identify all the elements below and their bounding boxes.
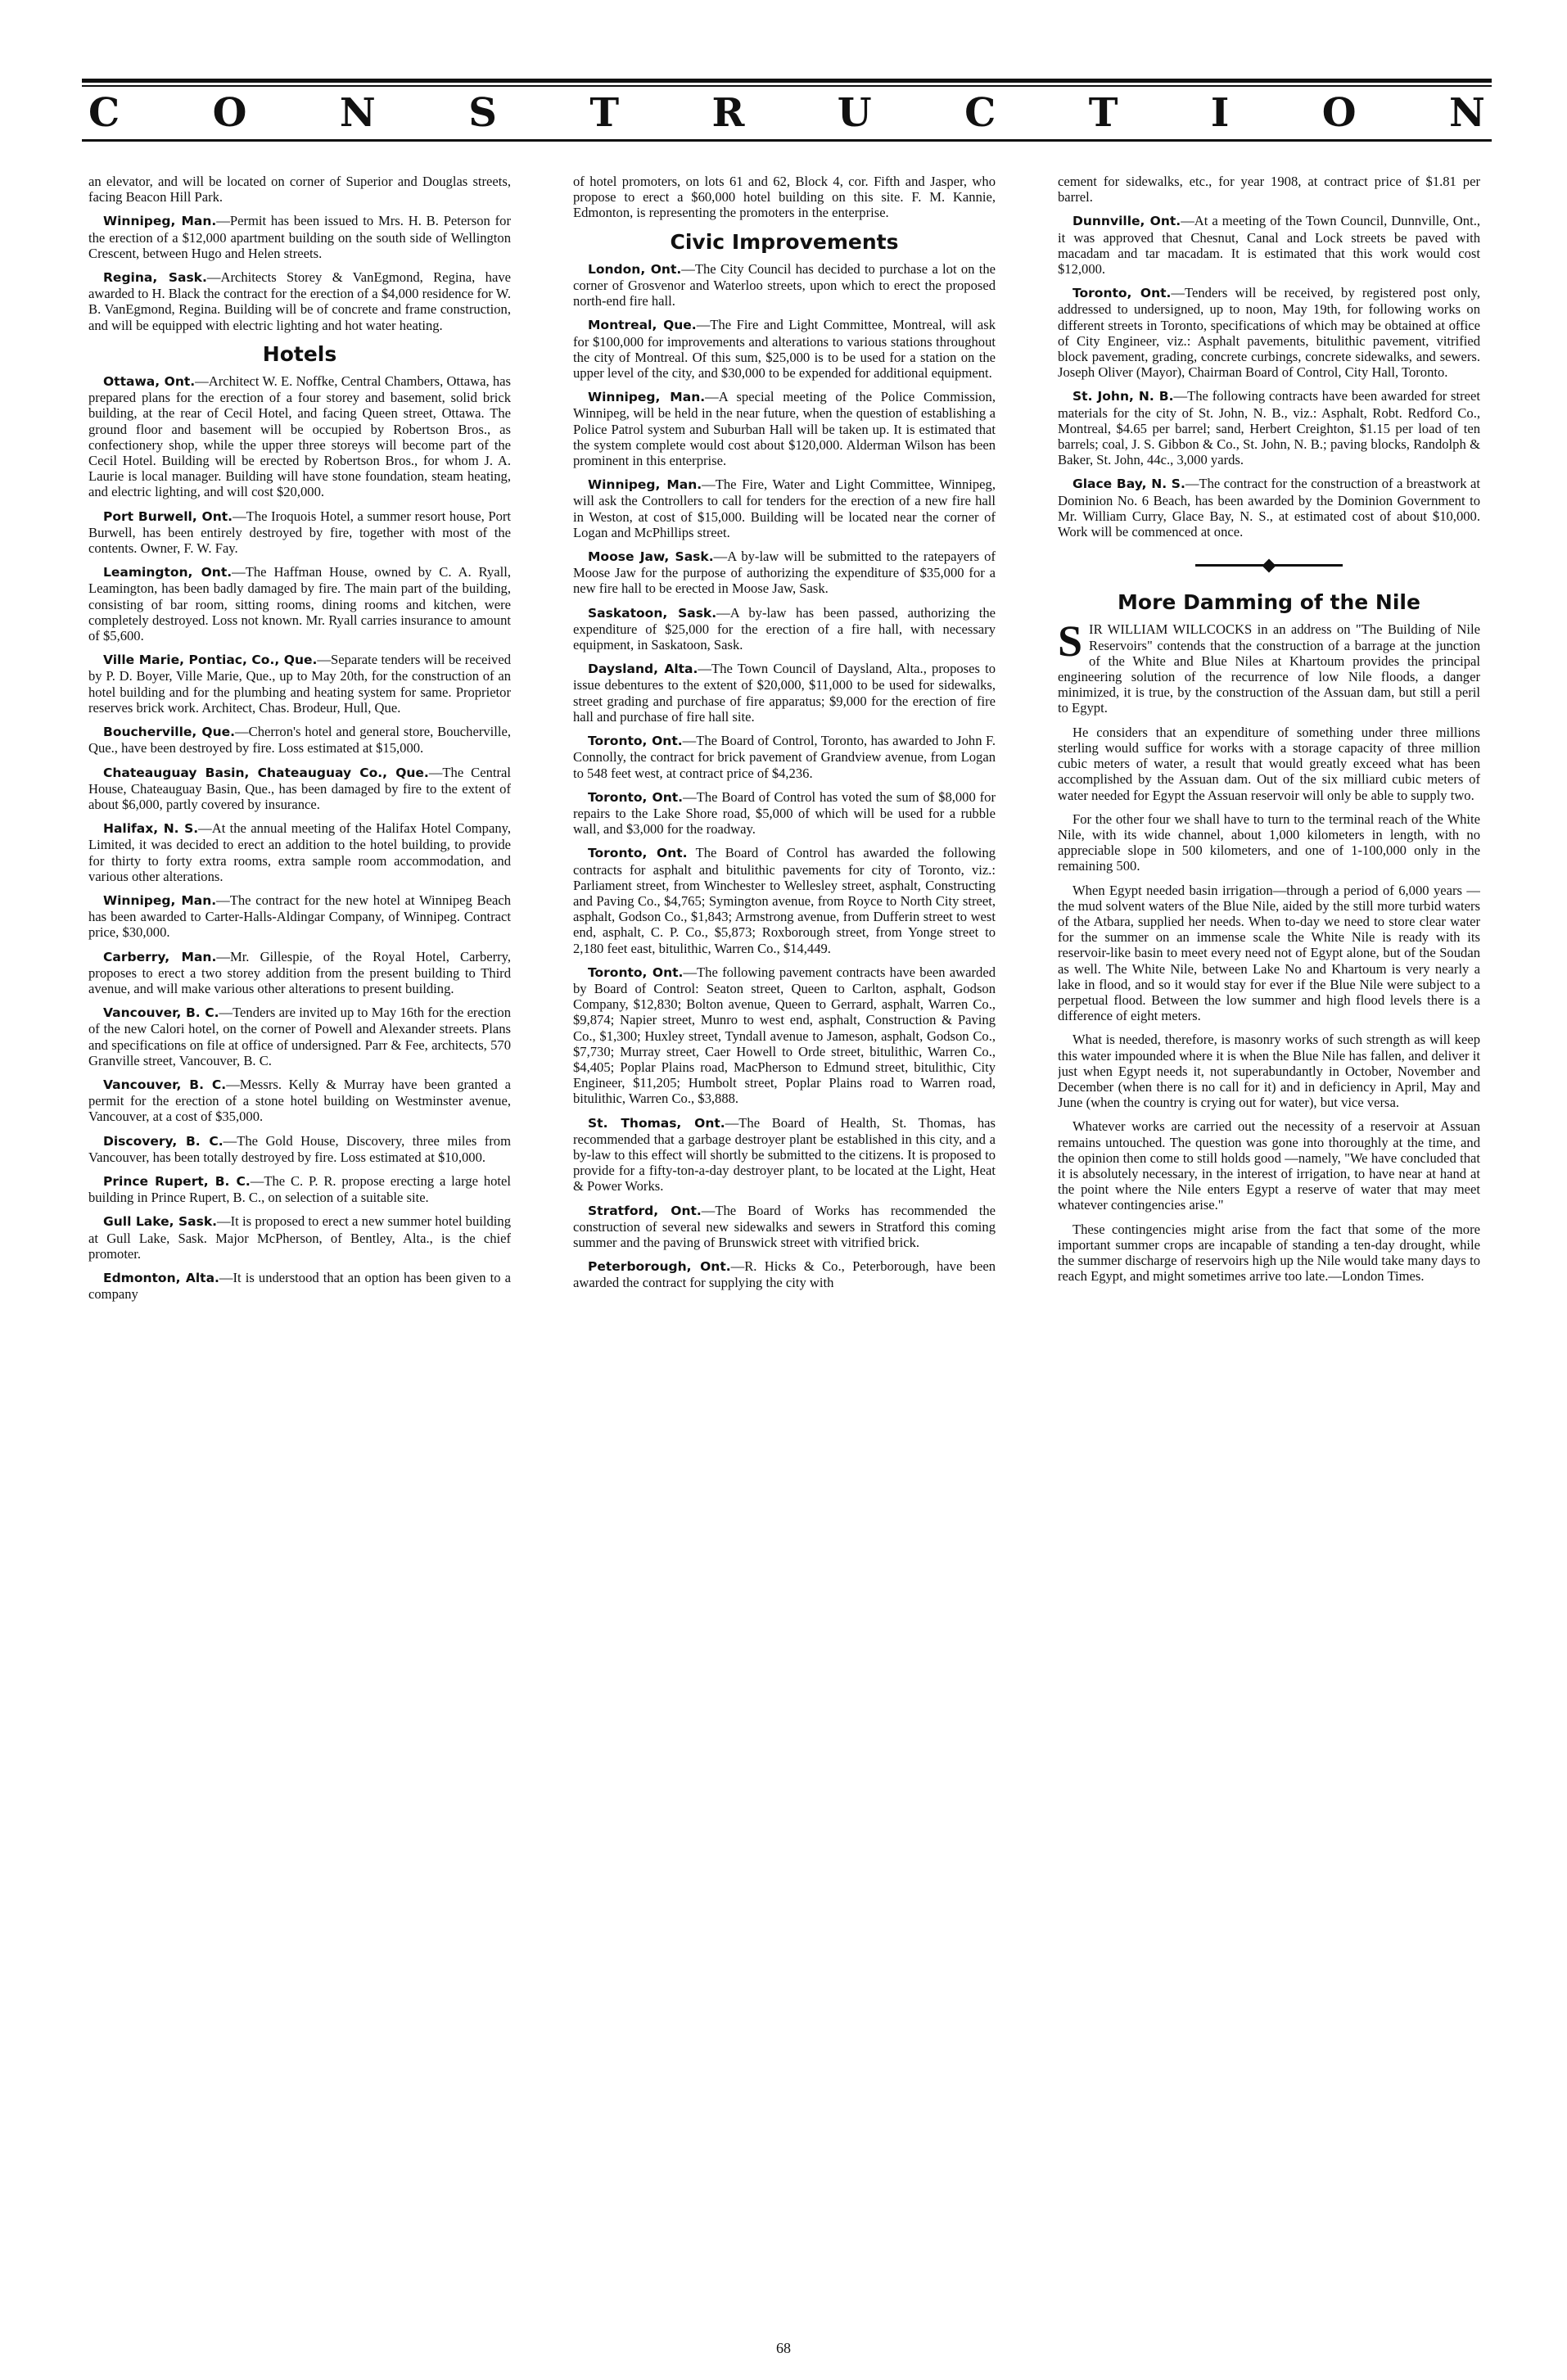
column-right <box>1058 174 1480 2302</box>
news-item-text: —The Town Council of Daysland, Alta., proposes to issue debentures to the extent of $20,000, $11,000 to be used for sidewalks, street grading and purchase of fire apparatus; $9,000 for the erection of fire hall and purchase of fire hall site. <box>573 661 996 725</box>
news-item <box>573 845 996 955</box>
news-item-location: Peterborough, Ont. <box>588 1259 731 1275</box>
news-item <box>573 1203 996 1251</box>
news-item-text: —Permit has been issued to Mrs. H. B. Peterson for the erection of a $12,000 apartment building on the south side of Wellington Crescent, between Hugo and Helen streets. <box>88 213 511 261</box>
news-item <box>573 1115 996 1195</box>
news-item <box>88 949 511 997</box>
news-item-location: Ottawa, Ont. <box>103 374 196 390</box>
masthead-rule-top <box>82 79 1492 83</box>
news-item-text: The Board of Control has awarded the following contracts for asphalt and bitulithic pavements for city of Toronto, viz.: Parliament street, from Winchester to Wellesley street, asphalt, Constructing and Paving Co., $4,765; Symington avenue, from Royce to North City street, asphalt, Godson Co., $1,843; Armstrong avenue, from Dufferin street to west end, asphalt, C. P. Co., $5,873; Roxborough street, from Yonge street to 2,180 feet east, bitulithic, Warren Co., $14,449. <box>573 845 996 956</box>
news-item-location: Winnipeg, Man. <box>588 477 702 493</box>
news-item-location: Winnipeg, Man. <box>588 390 706 405</box>
nile-first-text: IR WILLIAM WILLCOCKS in an address on "The Building of Nile Reservoirs" contends that the construction of a barrage at the junction of the White and Blue Niles at Khartoum provides the principal engineering solution of the recurrence of low Nile floods, a danger minimized, it is true, by the construction of the Assuan dam, but still a peril to Egypt. <box>1058 621 1480 716</box>
news-item <box>573 964 996 1107</box>
news-item-text: —Architects Storey & VanEgmond, Regina, have awarded to H. Black the contract for the erection of a $4,000 residence for W. B. VanEgmond, Regina. Building will be of concrete and frame construction, and will be equipped with electric lighting and hot water heating. <box>88 269 511 333</box>
news-item <box>88 564 511 644</box>
masthead-letter: O <box>1321 90 1357 136</box>
nile-first-paragraph <box>1058 616 1480 716</box>
article-columns <box>88 174 1480 2302</box>
news-item <box>88 724 511 756</box>
news-item-text: —Tenders are invited up to May 16th for the erection of the new Calori hotel, on the corner of Powell and Alexander streets. Plans and specifications on file at office of undersigned. Parr & Fee, architects, 570 Granville street, Vancouver, B. C. <box>88 1005 511 1068</box>
news-item-text: —A by-law has been passed, authorizing the expenditure of $25,000 for the erection of a fire hall, with necessary equipment, in Saskatoon, Sask. <box>573 604 996 653</box>
masthead-letter: N <box>339 90 376 136</box>
news-item-location: Carberry, Man. <box>103 949 217 964</box>
article-paragraph: For the other four we shall have to turn to the terminal reach of the White Nile, with its wide channel, about 1,000 kilometers in length, with no appreciable slope in 500 kilometers, and one of 1-100,000 only in the remaining 500. <box>1058 811 1480 874</box>
news-item-location: Winnipeg, Man. <box>103 214 217 229</box>
masthead-letter: I <box>1210 90 1230 136</box>
news-item <box>88 508 511 557</box>
news-item-text: —Mr. Gillespie, of the Royal Hotel, Carberry, proposes to erect a two storey addition from the present building to Third avenue, and will make various other alterations to present building. <box>88 948 511 996</box>
news-item <box>88 652 511 716</box>
article-paragraph: He considers that an expenditure of something under three millions sterling would suffice for works with a storage capacity of three million cubic meters of water, a result that would greatly exceed what has been accomplished by the Assuan dam. Out of the six milliard cubic meters of water needed for Egypt the Assuan reservoir will only be able to supply two. <box>1058 724 1480 803</box>
continued-text: of hotel promoters, on lots 61 and 62, Block 4, cor. Fifth and Jasper, who propose to erect a $60,000 hotel building on this site. F. M. Kannie, Edmonton, is representing the promoters in the enterprise. <box>573 174 996 221</box>
section-heading-hotels: Hotels <box>262 341 337 366</box>
news-item-text: —Separate tenders will be received by P. D. Boyer, Ville Marie, Que., up to May 20th, for the construction of an hotel building and for the plumbing and heating system for same. Proprietor reserves brick work. Architect, Chas. Brodeur, Hull, Que. <box>88 652 511 716</box>
news-item-location: Daysland, Alta. <box>588 662 698 677</box>
masthead <box>82 79 1492 142</box>
news-item-text: —The Fire, Water and Light Committee, Winnipeg, will ask the Controllers to call for tenders for the erection of a new fire hall in Weston, at cost of $15,000. Building will be located near the corner of Logan and McPhillips street. <box>573 476 996 540</box>
masthead-rule-bottom <box>82 139 1492 142</box>
article-paragraph: When Egypt needed basin irrigation—through a period of 6,000 years — the mud solvent waters of the Blue Nile, aided by the still more turbid waters of the Atbara, supplied her needs. When to-day we need to store clear water for the summer on an immense scale the White Nile is ready with its reservoir-like basin to meet every need not of Egypt alone, but of the Soudan as well. The White Nile, between Lake No and Khartoum is very nearly a lake in flood, and so it would stay for ever if the Blue Nile were subject to a perpetual flood. Between the low summer and high flood levels there is a difference of eight meters. <box>1058 882 1480 1024</box>
page-number: 68 <box>776 2340 791 2356</box>
news-item <box>573 789 996 838</box>
news-item-location: Toronto, Ont. <box>588 734 683 749</box>
news-item-location: St. Thomas, Ont. <box>588 1115 725 1131</box>
news-item <box>88 373 511 500</box>
news-item-location: Saskatoon, Sask. <box>588 605 717 621</box>
news-item-text: —The Central House, Chateauguay Basin, Que., has been damaged by fire to the extent of about $6,000, partly covered by insurance. <box>88 764 511 812</box>
hotel-entries <box>88 373 511 1302</box>
news-item-location: Vancouver, B. C. <box>103 1077 227 1092</box>
news-item-text: —At the annual meeting of the Halifax Hotel Company, Limited, it was decided to erect an addition to the hotel building, to provide for thirty to forty extra rooms, extra sample room accommodation, and various other alterations. <box>88 820 511 884</box>
news-item-location: Toronto, Ont. <box>588 846 688 861</box>
news-item-text: —At a meeting of the Town Council, Dunnville, Ont., it was approved that Chesnut, Canal and Lock streets be paved with macadam and tar macadam. It is estimated that this work would cost $12,000. <box>1058 213 1480 278</box>
nile-paragraphs <box>1058 725 1480 1285</box>
column-left <box>88 174 511 2302</box>
masthead-title <box>82 87 1492 139</box>
news-item <box>88 820 511 884</box>
news-item-location: Halifax, N. S. <box>103 821 199 837</box>
masthead-letter: R <box>711 90 745 136</box>
masthead-letter: O <box>212 90 247 136</box>
civic-entries <box>573 261 996 1291</box>
news-item <box>573 605 996 653</box>
news-item-location: Edmonton, Alta. <box>103 1270 219 1285</box>
news-item-text: —The Board of Control, Toronto, has awarded to John F. Connolly, the contract for brick pavement of Grandview avenue, from Logan to 548 feet west, at contract price of $4,236. <box>573 733 996 781</box>
news-item-location: Regina, Sask. <box>103 270 207 286</box>
building-entries <box>88 213 511 332</box>
news-item <box>573 476 996 540</box>
news-item-location: Glace Bay, N. S. <box>1073 476 1185 492</box>
news-item <box>88 1133 511 1165</box>
news-item <box>88 213 511 261</box>
news-item <box>1058 285 1480 380</box>
column-middle <box>573 174 996 2302</box>
news-item <box>573 733 996 781</box>
news-item-text: —Messrs. Kelly & Murray have been granted a permit for the erection of a stone hotel building on Westminster avenue, Vancouver, at a cost of $35,000. <box>88 1076 511 1125</box>
news-item-location: Toronto, Ont. <box>1073 286 1172 301</box>
news-item-location: Moose Jaw, Sask. <box>588 549 714 565</box>
news-item-location: Dunnville, Ont. <box>1073 214 1181 229</box>
continued-text: cement for sidewalks, etc., for year 1908, at contract price of $1.81 per barrel. <box>1058 174 1480 205</box>
news-item-location: Stratford, Ont. <box>588 1203 702 1218</box>
news-item-location: Discovery, B. C. <box>103 1133 224 1149</box>
news-item-text: —The City Council has decided to purchase a lot on the corner of Grosvenor and Waterloo streets, upon which to erect the proposed north-end fire hall. <box>573 260 996 309</box>
news-item-location: Winnipeg, Man. <box>103 892 217 908</box>
news-item-text: —Tenders will be received, by registered post only, addressed to undersigned, up to noon, May 19th, for following works on different streets in Toronto, specifications of which may be obtained at office of City Engineer, viz.: Asphalt pavements, bitulithic pavement, vitrified block pavement, grading, concrete curbings, concrete sidewalks, and sewers. Joseph Oliver (Mayor), Chairman Board of Control, City Hall, Toronto. <box>1058 285 1480 381</box>
news-item <box>573 389 996 468</box>
continued-text: an elevator, and will be located on corner of Superior and Douglas streets, facing Beacon Hill Park. <box>88 174 511 205</box>
article-paragraph: What is needed, therefore, is masonry works of such strength as will keep this water impounded where it is when the Blue Nile has fallen, and deliver it just when Egypt needs it, not superabundantly in October, November and December (when there is no call for it) and in deficiency in April, May and June (when the country is crying out for water), but vice versa. <box>1058 1032 1480 1111</box>
masthead-letter: C <box>964 90 996 136</box>
news-item-location: Vancouver, B. C. <box>103 1005 219 1021</box>
news-item-location: Toronto, Ont. <box>588 964 684 980</box>
drop-cap: S <box>1058 616 1083 666</box>
news-item-text: —Cherron's hotel and general store, Boucherville, Que., have been destroyed by fire. Loss estimated at $15,000. <box>88 724 511 756</box>
news-item-text: —A by-law will be submitted to the ratepayers of Moose Jaw for the purpose of authorizing the expenditure of $35,000 for a new fire hall to be erected in Moose Jaw, Sask. <box>573 549 996 597</box>
news-item-location: Gull Lake, Sask. <box>103 1214 218 1230</box>
news-item-text: —The Board of Health, St. Thomas, has recommended that a garbage destroyer plant be established in this city, and a by-law to this effect will shortly be submitted to the citizens. It is proposed to provide for a fifty-ton-a-day destroyer plant, to be located at the Light, Heat & Power Works. <box>573 1114 996 1195</box>
news-item-location: Montreal, Que. <box>588 318 697 333</box>
news-item-text: —The contract for the construction of a breastwork at Dominion No. 6 Beach, has been awarded by the Dominion Government to Mr. William Curry, Glace Bay, N. S., at estimated cost of about $10,000. Work will be commenced at once. <box>1058 476 1480 540</box>
news-item <box>573 549 996 597</box>
section-separator <box>1195 564 1343 567</box>
news-item-text: —The following pavement contracts have been awarded by Board of Control: Seaton street, Queen to Carlton, asphalt, Godson Company, $12,830; Bolton avenue, Queen to Gerrard, asphalt, Warren Co., $9,874; Napier street, Munro to west end, asphalt, Construction & Paving Co., $1,300; Huxley street, Tyndall avenue to Jameson, asphalt, Godson Co., $7,730; Murray street, Caer Howell to Orde street, bitulithic, Warren Co., $4,405; Poplar Plains road, MacPherson to Edmund street, bitulithic, City Engineer, $11,205; Humbolt street, Poplar Plains road to Warren road, bitulithic, Warren Co., $3,888. <box>573 964 996 1107</box>
news-item <box>1058 476 1480 540</box>
news-item-text: —It is proposed to erect a new summer hotel building at Gull Lake, Sask. Major McPherson, of Bentley, Alta., is the chief promoter. <box>88 1213 511 1262</box>
news-item <box>88 1173 511 1205</box>
news-item-text: —The following contracts have been awarded for street materials for the city of St. John, N. B., viz.: Asphalt, Robt. Redford Co., Montreal, $4.65 per barrel; sand, Herbert Creighton, $1.15 per load of ten barrels; coal, J. S. Gibbon & Co., St. John, N. B.; paving blocks, Randolph & Baker, St. John, 44c., 3,000 yards. <box>1058 388 1480 468</box>
masthead-letter: U <box>837 90 872 136</box>
news-item <box>573 317 996 381</box>
news-item-text: —The Board of Works has recommended the construction of several new sidewalks and sewers in Stratford this coming summer and the paving of Brunswick street with vitrified brick. <box>573 1202 996 1250</box>
news-item <box>1058 213 1480 277</box>
masthead-letter: T <box>589 90 620 136</box>
civic-entries-continued <box>1058 213 1480 540</box>
news-item-text: —The Board of Control has voted the sum of $8,000 for repairs to the Lake Shore road, $5,000 of which will be used for a rubble wall, and $3,000 for the roadway. <box>573 788 996 838</box>
news-item-location: Port Burwell, Ont. <box>103 508 233 524</box>
news-item-text: —The Haffman House, owned by C. A. Ryall, Leamington, has been badly damaged by fire. The main part of the building, consisting of bar room, sitting rooms, dining rooms and kitchen, were completely destroyed. Loss not known. Mr. Ryall carries insurance to amount of $5,600. <box>88 564 511 644</box>
news-item <box>573 661 996 725</box>
masthead-letter: T <box>1088 90 1118 136</box>
news-item <box>88 1077 511 1125</box>
news-item <box>88 892 511 941</box>
article-paragraph: Whatever works are carried out the necessity of a reservoir at Assuan remains untouched. The question was gone into thoroughly at the time, and the opinion then come to still holds good —namely, "We have concluded that it is absolutely necessary, in the interest of irrigation, to have near at hand at the point where the Nile enters Egypt a reserve of water that may meet whatever contingencies arise." <box>1058 1118 1480 1213</box>
news-item <box>573 261 996 309</box>
news-item <box>88 765 511 813</box>
masthead-letter: S <box>468 90 497 136</box>
news-item-location: London, Ont. <box>588 261 682 277</box>
news-item-location: Ville Marie, Pontiac, Co., Que. <box>103 653 318 668</box>
section-heading-nile: More Damming of the Nile <box>1118 590 1420 615</box>
news-item-location: St. John, N. B. <box>1073 389 1174 404</box>
news-item-text: —The Iroquois Hotel, a summer resort house, Port Burwell, has been entirely destroyed by fire, together with most of the contents. Owner, F. W. Fay. <box>88 508 511 557</box>
news-item-location: Prince Rupert, B. C. <box>103 1173 251 1189</box>
news-item-location: Chateauguay Basin, Chateauguay Co., Que. <box>103 765 429 780</box>
news-item-text: —The contract for the new hotel at Winnipeg Beach has been awarded to Carter-Halls-Aldingar Company, of Winnipeg. Contract price, $30,000. <box>88 892 511 941</box>
section-heading-civic-improvements: Civic Improvements <box>670 229 899 254</box>
news-item-text: —It is understood that an option has been given to a company <box>88 1269 511 1303</box>
masthead-letter: N <box>1449 90 1485 136</box>
news-item-location: Leamington, Ont. <box>103 565 233 580</box>
news-item-text: —The Gold House, Discovery, three miles from Vancouver, has been totally destroyed by fire. Loss estimated at $10,000. <box>88 1132 511 1165</box>
news-item-text: —A special meeting of the Police Commission, Winnipeg, will be held in the near future, when the question of establishing a Police Patrol system and Suburban Hall will be taken up. It is estimated that the system complete would cost about $120,000. Alderman Wilson has been prominent in this enterprise. <box>573 389 996 469</box>
news-item-text: —R. Hicks & Co., Peterborough, have been awarded the contract for supplying the city with <box>573 1258 996 1291</box>
news-item <box>573 1258 996 1290</box>
news-item-text: —The Fire and Light Committee, Montreal, will ask for $100,000 for improvements and alterations to various stations throughout the city of Montreal. Of this sum, $25,000 is to be used for a station on the upper level of the city, and $30,000 to be expended for additional equipment. <box>573 317 996 382</box>
news-item-text: —The C. P. R. propose erecting a large hotel building in Prince Rupert, B. C., on selection of a suitable site. <box>88 1172 511 1206</box>
news-item-location: Boucherville, Que. <box>103 725 236 740</box>
masthead-letter: C <box>88 90 120 136</box>
news-item-location: Toronto, Ont. <box>588 789 684 805</box>
news-item <box>88 1213 511 1262</box>
news-item-text: —Architect W. E. Noffke, Central Chambers, Ottawa, has prepared plans for the erection of a four storey and basement, solid brick building, at the rear of Cecil Hotel, and facing Queen street, Ottawa. The ground floor and basement will be occupied by Robertson Bros., as confectionery shop, while the upper three storeys will become part of the Cecil Hotel. Building will be erected by Robertson Bros., for whom J. A. Laurie is local manager. Building will have stone foundation, steam heating, and electric lighting, and will cost $20,000. <box>88 373 511 500</box>
news-item <box>88 1270 511 1302</box>
article-paragraph: These contingencies might arise from the fact that some of the more important summer crops are incapable of standing a ten-day drought, while the summer discharge of reservoirs high up the Nile would take many days to reach Egypt, and might sometimes arrive too late.—London Times. <box>1058 1221 1480 1285</box>
news-item <box>1058 388 1480 467</box>
news-item <box>88 1005 511 1068</box>
news-item <box>88 269 511 333</box>
